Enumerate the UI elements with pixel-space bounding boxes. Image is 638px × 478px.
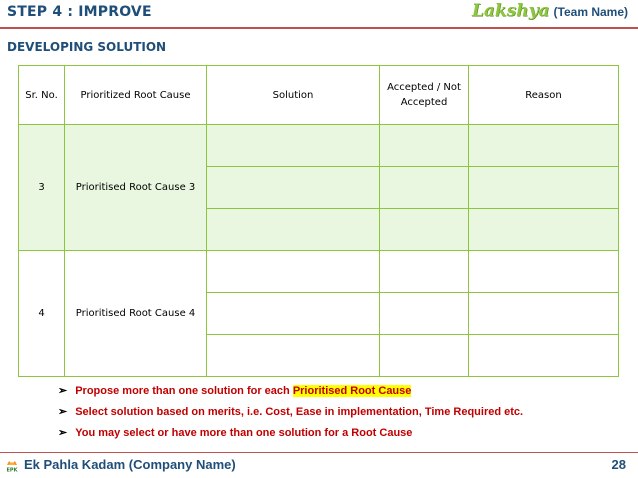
arrow-bullet-icon: ➢: [58, 427, 68, 439]
arrow-bullet-icon: ➢: [58, 385, 68, 397]
reason-cell[interactable]: [469, 209, 619, 251]
company-name-label: (Company Name): [128, 457, 236, 472]
reason-cell[interactable]: [469, 167, 619, 209]
brand-block: [472, 1, 628, 21]
company-logo-icon: [4, 458, 20, 474]
solution-cell[interactable]: [207, 293, 380, 335]
footer-company: [24, 457, 236, 472]
section-title: DEVELOPING SOLUTION: [7, 40, 167, 54]
accepted-cell[interactable]: [380, 209, 469, 251]
highlighted-text: Prioritised Root Cause: [292, 385, 412, 397]
reason-cell[interactable]: [469, 335, 619, 377]
header-root-cause: Prioritized Root Cause: [65, 66, 207, 125]
list-item: [58, 426, 523, 447]
header-sr-no: Sr. No.: [19, 66, 65, 125]
header-divider: [0, 27, 638, 29]
slide-title: STEP 4 : IMPROVE: [7, 4, 152, 20]
accepted-cell[interactable]: [380, 167, 469, 209]
accepted-cell[interactable]: [380, 293, 469, 335]
list-item: [58, 384, 523, 405]
page-number: 28: [611, 457, 626, 472]
footer-divider: [0, 452, 638, 453]
accepted-cell[interactable]: [380, 125, 469, 167]
company-logo-text: EPK: [6, 467, 18, 474]
lakshya-logo: Lakshya: [471, 1, 550, 21]
header-accepted: Accepted / Not Accepted: [380, 66, 469, 125]
header-reason: Reason: [469, 66, 619, 125]
reason-cell[interactable]: [469, 293, 619, 335]
root-cause-cell: Prioritised Root Cause 3: [65, 125, 207, 251]
sr-no-cell: 3: [19, 125, 65, 251]
solution-cell[interactable]: [207, 209, 380, 251]
table-row: [19, 125, 619, 167]
table-header-row: [19, 66, 619, 125]
accepted-cell[interactable]: [380, 335, 469, 377]
team-name-label: (Team Name): [553, 5, 628, 19]
solution-cell[interactable]: [207, 251, 380, 293]
solution-cell[interactable]: [207, 335, 380, 377]
solution-table: [18, 65, 619, 377]
table-row: [19, 251, 619, 293]
list-item: [58, 405, 523, 426]
bullet-text: Propose more than one solution for each: [75, 385, 293, 397]
instruction-list: [58, 384, 523, 447]
bullet-text: Select solution based on merits, i.e. Cost, Ease in implementation, Time Required etc.: [75, 406, 524, 418]
sr-no-cell: 4: [19, 251, 65, 377]
arrow-bullet-icon: ➢: [58, 406, 68, 418]
solution-cell[interactable]: [207, 125, 380, 167]
reason-cell[interactable]: [469, 125, 619, 167]
bullet-text: You may select or have more than one solution for a Root Cause: [75, 427, 413, 439]
root-cause-cell: Prioritised Root Cause 4: [65, 251, 207, 377]
header-solution: Solution: [207, 66, 380, 125]
accepted-cell[interactable]: [380, 251, 469, 293]
company-name: Ek Pahla Kadam: [24, 457, 126, 472]
reason-cell[interactable]: [469, 251, 619, 293]
solution-cell[interactable]: [207, 167, 380, 209]
